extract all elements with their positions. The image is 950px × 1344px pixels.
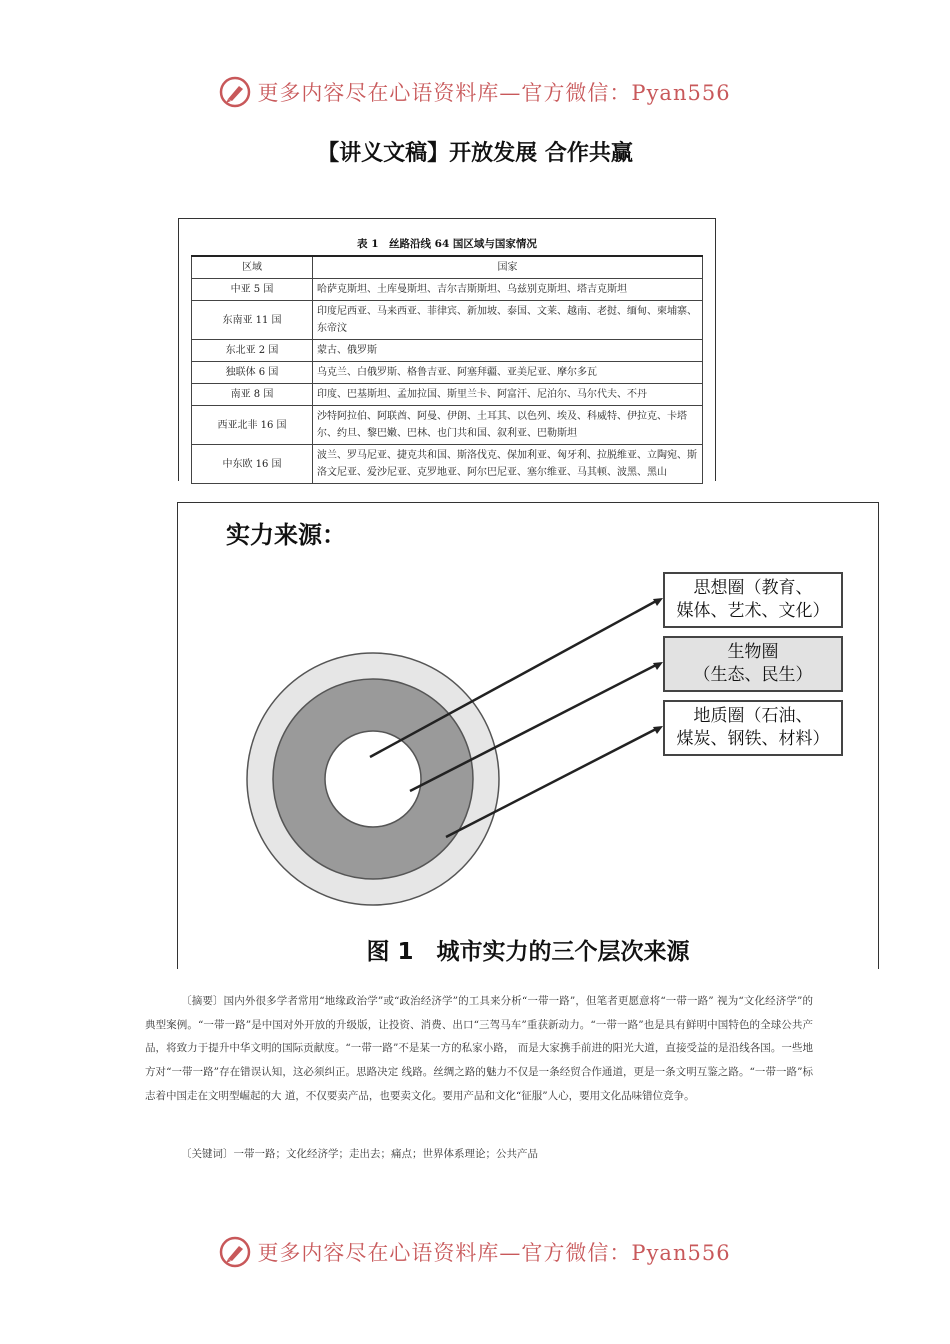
region-cell: 西亚北非 16 国: [192, 406, 313, 445]
countries-cell: 印度、巴基斯坦、孟加拉国、斯里兰卡、阿富汗、尼泊尔、马尔代夫、不丹: [313, 384, 703, 406]
table-caption: 表 1 丝路沿线 64 国区域与国家情况: [357, 238, 537, 250]
region-cell: 独联体 6 国: [192, 362, 313, 384]
noosphere-label-box: [663, 572, 843, 628]
region-cell: 中亚 5 国: [192, 279, 313, 301]
countries-cell: 蒙古、俄罗斯: [313, 340, 703, 362]
table-row: [192, 340, 703, 362]
biosphere-label-box: [663, 636, 843, 692]
strength-source-diagram: [177, 502, 879, 969]
pen-circle-logo-icon: [219, 1236, 251, 1268]
region-cell: 东北亚 2 国: [192, 340, 313, 362]
table-row: [192, 362, 703, 384]
keywords-text: 〔关键词〕一带一路；文化经济学；走出去；痛点；世界体系理论；公共产品: [181, 1148, 538, 1160]
watermark-text: 更多内容尽在心语资料库—官方微信：Pyan556: [257, 81, 731, 105]
page-title: 【讲义文稿】开放发展 合作共赢: [317, 141, 633, 166]
diagram-heading: 实力来源：: [226, 521, 346, 549]
box-line: 煤炭、钢铁、材料）: [676, 729, 830, 749]
table-row: [192, 279, 703, 301]
box-line: 地质圈（石油、: [693, 706, 813, 726]
countries-cell: 波兰、罗马尼亚、捷克共和国、斯洛伐克、保加利亚、匈牙利、拉脱维亚、立陶宛、斯洛文尼亚、爱沙尼亚、克罗地亚、阿尔巴尼亚、塞尔维亚、马其顿、波黑、黑山: [313, 445, 703, 484]
watermark-banner-bottom: [0, 1232, 950, 1272]
core-noosphere: [325, 731, 421, 827]
geosphere-label-box: [663, 700, 843, 756]
table-row: [192, 301, 703, 340]
countries-cell: 印度尼西亚、马来西亚、菲律宾、新加坡、泰国、文莱、越南、老挝、缅甸、柬埔寨、东帝汶: [313, 301, 703, 340]
table-row: [192, 384, 703, 406]
keywords-paragraph: [145, 1146, 813, 1161]
region-cell: 东南亚 11 国: [192, 301, 313, 340]
countries-cell: 乌克兰、白俄罗斯、格鲁吉亚、阿塞拜疆、亚美尼亚、摩尔多瓦: [313, 362, 703, 384]
watermark-banner-top: [0, 72, 950, 112]
box-line: 思想圈（教育、: [693, 578, 813, 598]
region-cell: 南亚 8 国: [192, 384, 313, 406]
table-header-row: [192, 256, 703, 279]
header-region: 区域: [192, 256, 313, 279]
table-row: [192, 406, 703, 445]
countries-cell: 沙特阿拉伯、阿联酋、阿曼、伊朗、土耳其、以色列、埃及、科威特、伊拉克、卡塔尔、约旦、黎巴嫩、巴林、也门共和国、叙利亚、巴勒斯坦: [313, 406, 703, 445]
abstract-text: 〔摘要〕国内外很多学者常用“地缘政治学”或“政治经济学”的工具来分析“一带一路”，但笔者更愿意将“一带一路” 视为“文化经济学”的典型案例。“一带一路”是中国对外开放的升级版，让投资、消费、出口“三驾马车”重获新动力。“一带一路”也是具有鲜明中国特色的全球公共产品，将致力于提升中华文明的国际贡献度。“一带一路”不是某一方的私家小路， 而是大家携手前进的阳光大道，直接受益的是沿线各国。一些地方对“一带一路”存在错误认知，这必须纠正。思路决定 线路。丝绸之路的魅力不仅是一条经贸合作通道，更是一条文明互鉴之路。“一带一路”标志着中国走在文明型崛起的大 道，不仅要卖产品，也要卖文化。要用产品和文化“征服”人心，要用文化品味错位竞争。: [145, 995, 813, 1102]
box-line: 媒体、艺术、文化）: [676, 601, 830, 621]
box-line: （生态、民生）: [693, 665, 813, 685]
abstract-paragraph: [145, 990, 813, 1109]
pen-circle-logo-icon: [219, 76, 251, 108]
box-line: 生物圈: [727, 642, 779, 662]
countries-cell: 哈萨克斯坦、土库曼斯坦、吉尔吉斯斯坦、乌兹别克斯坦、塔吉克斯坦: [313, 279, 703, 301]
silk-road-table: [191, 255, 703, 484]
diagram-caption: 图 1 城市实力的三个层次来源: [366, 939, 690, 965]
region-cell: 中东欧 16 国: [192, 445, 313, 484]
table-row: [192, 445, 703, 484]
header-countries: 国家: [313, 256, 703, 279]
table-figure: [178, 218, 716, 481]
watermark-text: 更多内容尽在心语资料库—官方微信：Pyan556: [257, 1241, 731, 1265]
